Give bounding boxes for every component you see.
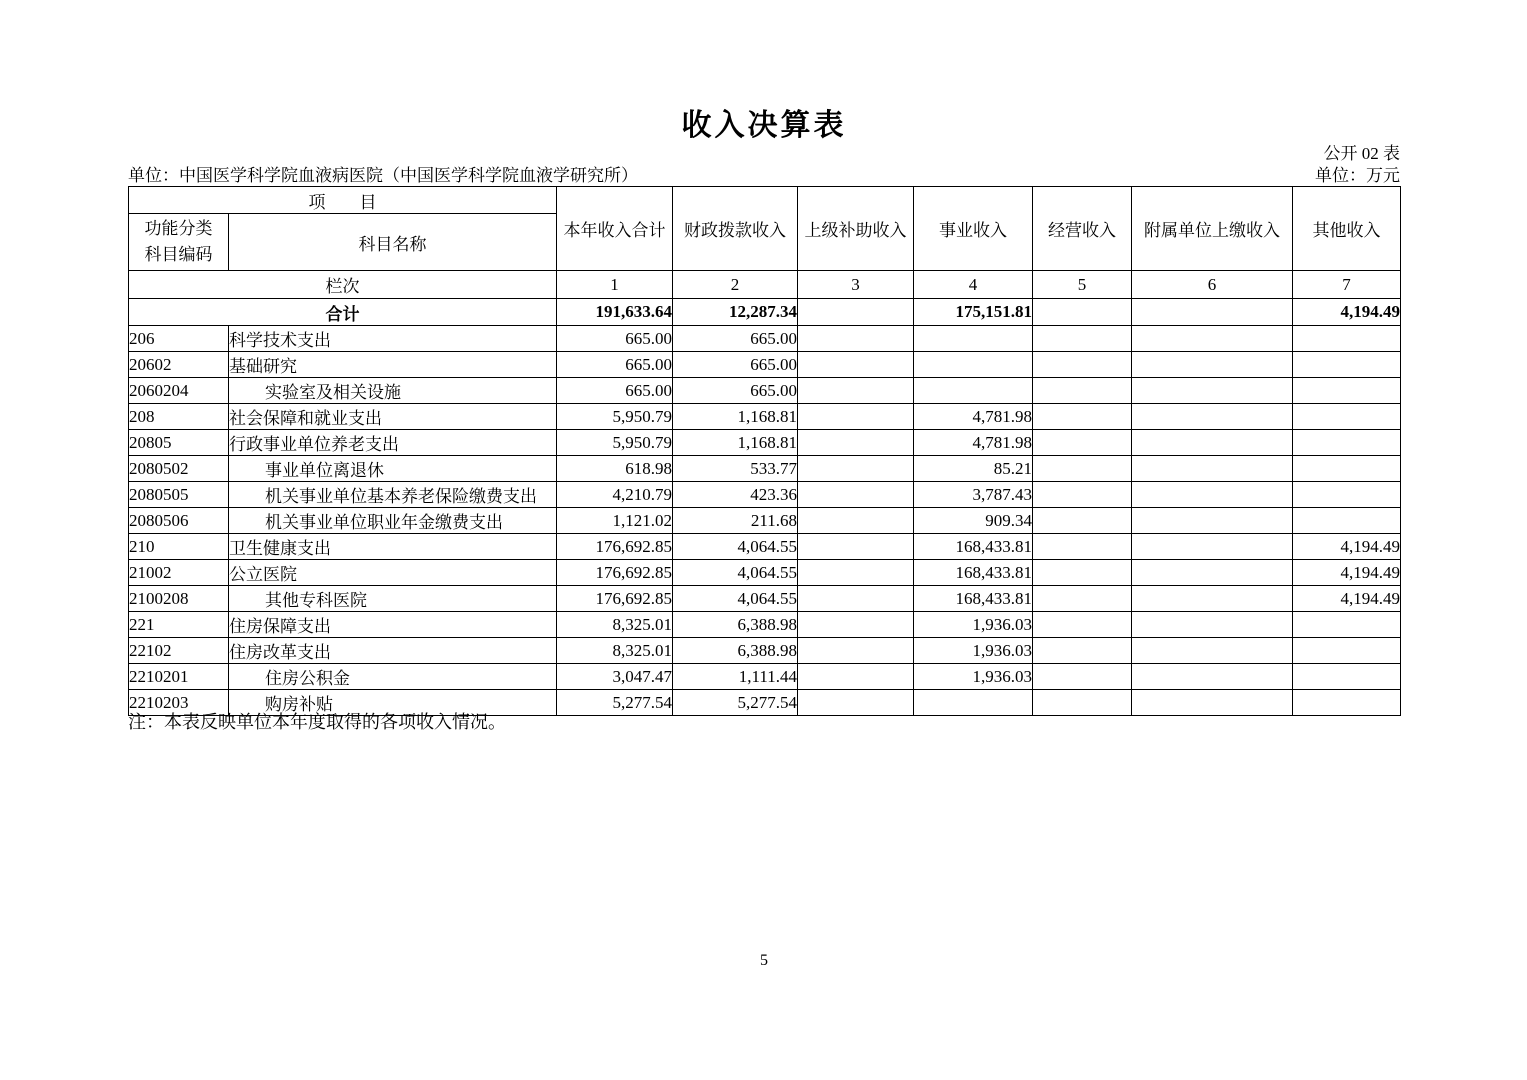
column-index-2: 2 [673, 271, 798, 299]
value-cell-col1: 176,692.85 [557, 534, 673, 560]
name-cell: 住房公积金 [229, 664, 557, 690]
name-cell: 公立医院 [229, 560, 557, 586]
value-cell-col5 [1033, 664, 1132, 690]
value-cell-col4 [914, 690, 1033, 716]
column-index-7: 7 [1293, 271, 1401, 299]
value-cell-col5 [1033, 534, 1132, 560]
value-cell-col2: 211.68 [673, 508, 798, 534]
item-group-header: 项 目 [129, 187, 557, 214]
column-index-4: 4 [914, 271, 1033, 299]
value-cell-col2: 665.00 [673, 352, 798, 378]
value-cell-col7 [1293, 430, 1401, 456]
value-cell-col7 [1293, 404, 1401, 430]
value-cell-col1: 665.00 [557, 326, 673, 352]
value-cell-col1: 176,692.85 [557, 560, 673, 586]
value-cell-col6 [1132, 378, 1293, 404]
code-cell: 21002 [129, 560, 229, 586]
value-cell-col5 [1033, 508, 1132, 534]
total-row [129, 299, 1401, 326]
value-cell-col5 [1033, 430, 1132, 456]
table-row [129, 430, 1401, 456]
code-cell: 2210201 [129, 664, 229, 690]
value-cell-col1: 4,210.79 [557, 482, 673, 508]
column-index-5: 5 [1033, 271, 1132, 299]
total-value-col2: 12,287.34 [673, 299, 798, 326]
value-cell-col7: 4,194.49 [1293, 534, 1401, 560]
col-header-operating-income: 事业收入 [914, 187, 1033, 271]
value-cell-col2: 4,064.55 [673, 534, 798, 560]
name-cell: 事业单位离退休 [229, 456, 557, 482]
page-title: 收入决算表 [681, 109, 847, 142]
value-cell-col1: 5,277.54 [557, 690, 673, 716]
value-cell-col4: 3,787.43 [914, 482, 1033, 508]
name-cell: 机关事业单位职业年金缴费支出 [229, 508, 557, 534]
name-cell: 住房改革支出 [229, 638, 557, 664]
value-cell-col2: 6,388.98 [673, 612, 798, 638]
table-row [129, 404, 1401, 430]
name-cell: 其他专科医院 [229, 586, 557, 612]
value-cell-col7: 4,194.49 [1293, 586, 1401, 612]
value-cell-col1: 1,121.02 [557, 508, 673, 534]
value-cell-col3 [798, 690, 914, 716]
table-row [129, 534, 1401, 560]
value-cell-col1: 8,325.01 [557, 612, 673, 638]
total-value-col7: 4,194.49 [1293, 299, 1401, 326]
value-cell-col1: 618.98 [557, 456, 673, 482]
value-cell-col4 [914, 352, 1033, 378]
value-cell-col3 [798, 534, 914, 560]
value-cell-col2: 1,168.81 [673, 404, 798, 430]
column-index-label: 栏次 [129, 271, 557, 299]
value-cell-col6 [1132, 482, 1293, 508]
value-cell-col3 [798, 326, 914, 352]
value-cell-col6 [1132, 430, 1293, 456]
total-value-col1: 191,633.64 [557, 299, 673, 326]
col-header-superior-subsidy: 上级补助收入 [798, 187, 914, 271]
value-cell-col5 [1033, 378, 1132, 404]
value-cell-col3 [798, 404, 914, 430]
code-cell: 208 [129, 404, 229, 430]
value-cell-col7 [1293, 508, 1401, 534]
value-cell-col5 [1033, 404, 1132, 430]
value-cell-col3 [798, 664, 914, 690]
currency-unit-label: 单位：万元 [1315, 166, 1400, 185]
value-cell-col2: 4,064.55 [673, 586, 798, 612]
value-cell-col4: 4,781.98 [914, 430, 1033, 456]
value-cell-col6 [1132, 534, 1293, 560]
table-row [129, 664, 1401, 690]
value-cell-col5 [1033, 612, 1132, 638]
value-cell-col5 [1033, 638, 1132, 664]
value-cell-col7 [1293, 456, 1401, 482]
table-row [129, 560, 1401, 586]
value-cell-col4 [914, 326, 1033, 352]
table-row [129, 378, 1401, 404]
value-cell-col2: 665.00 [673, 378, 798, 404]
table-row [129, 352, 1401, 378]
value-cell-col2: 1,168.81 [673, 430, 798, 456]
value-cell-col3 [798, 456, 914, 482]
name-cell: 卫生健康支出 [229, 534, 557, 560]
value-cell-col4: 168,433.81 [914, 560, 1033, 586]
code-cell: 20602 [129, 352, 229, 378]
total-value-col6 [1132, 299, 1293, 326]
value-cell-col3 [798, 430, 914, 456]
value-cell-col2: 423.36 [673, 482, 798, 508]
column-index-3: 3 [798, 271, 914, 299]
value-cell-col7 [1293, 326, 1401, 352]
name-column-header: 科目名称 [229, 214, 557, 271]
code-cell: 221 [129, 612, 229, 638]
value-cell-col7 [1293, 690, 1401, 716]
value-cell-col1: 5,950.79 [557, 430, 673, 456]
value-cell-col2: 665.00 [673, 326, 798, 352]
unit-name-label: 单位：中国医学科学院血液病医院（中国医学科学院血液学研究所） [128, 166, 638, 185]
value-cell-col1: 3,047.47 [557, 664, 673, 690]
name-cell: 住房保障支出 [229, 612, 557, 638]
value-cell-col1: 176,692.85 [557, 586, 673, 612]
code-cell: 2080505 [129, 482, 229, 508]
value-cell-col4: 168,433.81 [914, 586, 1033, 612]
value-cell-col6 [1132, 456, 1293, 482]
value-cell-col4: 1,936.03 [914, 612, 1033, 638]
value-cell-col4: 1,936.03 [914, 638, 1033, 664]
table-note: 注：本表反映单位本年度取得的各项收入情况。 [128, 712, 506, 732]
code-column-header [129, 214, 229, 271]
income-statement-table [128, 186, 1401, 716]
table-row [129, 586, 1401, 612]
value-cell-col4 [914, 378, 1033, 404]
table-row [129, 456, 1401, 482]
total-value-col3 [798, 299, 914, 326]
name-cell: 购房补贴 [229, 690, 557, 716]
value-cell-col1: 5,950.79 [557, 404, 673, 430]
table-row [129, 326, 1401, 352]
table-row [129, 638, 1401, 664]
value-cell-col6 [1132, 508, 1293, 534]
code-cell: 2100208 [129, 586, 229, 612]
value-cell-col1: 8,325.01 [557, 638, 673, 664]
table-row [129, 508, 1401, 534]
code-cell: 2060204 [129, 378, 229, 404]
value-cell-col5 [1033, 560, 1132, 586]
value-cell-col4: 4,781.98 [914, 404, 1033, 430]
value-cell-col7 [1293, 378, 1401, 404]
page-number: 5 [760, 952, 768, 969]
code-header-line2: 科目编码 [144, 245, 213, 264]
table-row [129, 482, 1401, 508]
name-cell: 科学技术支出 [229, 326, 557, 352]
value-cell-col2: 5,277.54 [673, 690, 798, 716]
table-row [129, 612, 1401, 638]
value-cell-col3 [798, 586, 914, 612]
value-cell-col6 [1132, 612, 1293, 638]
value-cell-col3 [798, 378, 914, 404]
value-cell-col2: 4,064.55 [673, 560, 798, 586]
value-cell-col7: 4,194.49 [1293, 560, 1401, 586]
unit-line [128, 161, 1400, 186]
value-cell-col4: 909.34 [914, 508, 1033, 534]
form-code-label: 公开 02 表 [1323, 144, 1400, 163]
column-index-6: 6 [1132, 271, 1293, 299]
col-header-other-income: 其他收入 [1293, 187, 1401, 271]
value-cell-col4: 85.21 [914, 456, 1033, 482]
code-cell: 210 [129, 534, 229, 560]
value-cell-col7 [1293, 612, 1401, 638]
value-cell-col5 [1033, 482, 1132, 508]
total-row-label: 合计 [129, 299, 557, 326]
value-cell-col6 [1132, 586, 1293, 612]
value-cell-col4: 168,433.81 [914, 534, 1033, 560]
value-cell-col2: 533.77 [673, 456, 798, 482]
value-cell-col7 [1293, 482, 1401, 508]
name-cell: 实验室及相关设施 [229, 378, 557, 404]
value-cell-col6 [1132, 638, 1293, 664]
value-cell-col5 [1033, 456, 1132, 482]
code-cell: 2080502 [129, 456, 229, 482]
code-cell: 2210203 [129, 690, 229, 716]
col-header-total-income: 本年收入合计 [557, 187, 673, 271]
value-cell-col6 [1132, 352, 1293, 378]
col-header-business-income: 经营收入 [1033, 187, 1132, 271]
total-value-col4: 175,151.81 [914, 299, 1033, 326]
column-index-row [129, 271, 1401, 299]
code-header-line1: 功能分类 [144, 218, 213, 238]
value-cell-col3 [798, 612, 914, 638]
value-cell-col4: 1,936.03 [914, 664, 1033, 690]
code-cell: 20805 [129, 430, 229, 456]
value-cell-col5 [1033, 352, 1132, 378]
name-cell: 行政事业单位养老支出 [229, 430, 557, 456]
value-cell-col2: 6,388.98 [673, 638, 798, 664]
value-cell-col3 [798, 560, 914, 586]
value-cell-col3 [798, 638, 914, 664]
value-cell-col6 [1132, 664, 1293, 690]
value-cell-col7 [1293, 664, 1401, 690]
value-cell-col5 [1033, 586, 1132, 612]
name-cell: 社会保障和就业支出 [229, 404, 557, 430]
header-row-item [129, 187, 1401, 214]
name-cell: 基础研究 [229, 352, 557, 378]
value-cell-col5 [1033, 690, 1132, 716]
value-cell-col3 [798, 352, 914, 378]
code-cell: 206 [129, 326, 229, 352]
value-cell-col1: 665.00 [557, 378, 673, 404]
value-cell-col7 [1293, 352, 1401, 378]
name-cell: 机关事业单位基本养老保险缴费支出 [229, 482, 557, 508]
value-cell-col6 [1132, 404, 1293, 430]
value-cell-col6 [1132, 690, 1293, 716]
value-cell-col3 [798, 482, 914, 508]
value-cell-col1: 665.00 [557, 352, 673, 378]
value-cell-col6 [1132, 326, 1293, 352]
code-cell: 22102 [129, 638, 229, 664]
col-header-affiliated-unit-income: 附属单位上缴收入 [1132, 187, 1293, 271]
column-index-1: 1 [557, 271, 673, 299]
value-cell-col5 [1033, 326, 1132, 352]
value-cell-col3 [798, 508, 914, 534]
value-cell-col2: 1,111.44 [673, 664, 798, 690]
value-cell-col6 [1132, 560, 1293, 586]
total-value-col5 [1033, 299, 1132, 326]
code-cell: 2080506 [129, 508, 229, 534]
col-header-fiscal-appropriation: 财政拨款收入 [673, 187, 798, 271]
value-cell-col7 [1293, 638, 1401, 664]
